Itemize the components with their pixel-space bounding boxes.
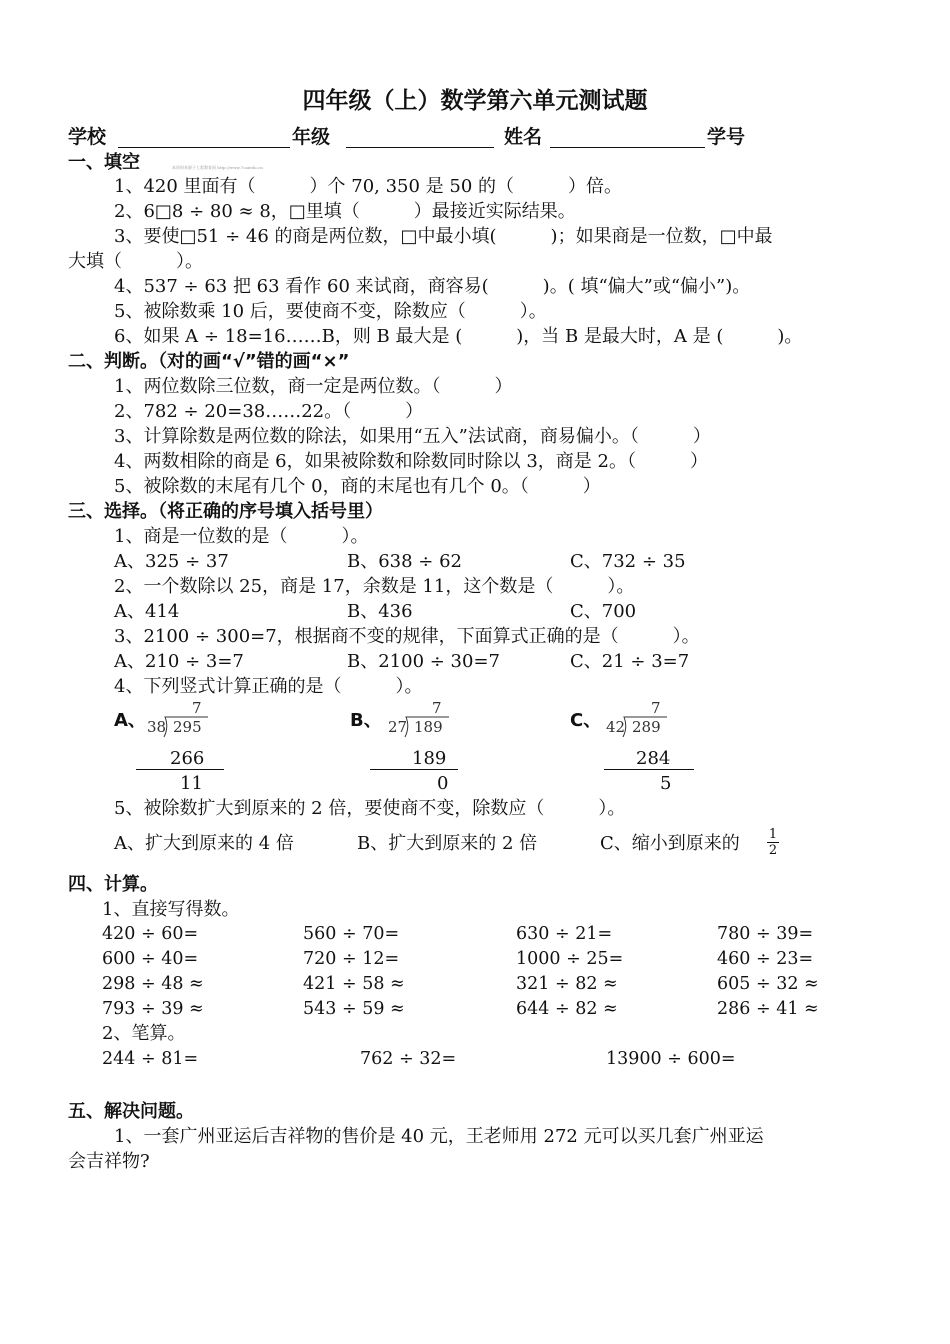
option-c-remainder: 5 <box>660 773 672 794</box>
s3-q5-option-b: B、扩大到原来的 2 倍 <box>357 833 538 854</box>
grade-label: 年级 <box>292 126 331 148</box>
s5-q1a: 1、一套广州亚运后吉祥物的售价是 40 元，王老师用 272 元可以买几套广州亚运 <box>114 1126 764 1147</box>
s2-q4: 4、两数相除的商是 6，如果被除数和除数同时除以 3，商是 2。（ ） <box>114 451 708 472</box>
section-1-title: 一、填空 <box>68 152 140 173</box>
s3-q1-option-b: B、638 ÷ 62 <box>347 551 463 572</box>
option-b-product: 189 <box>412 748 447 769</box>
calc-r4-c2: 543 ÷ 59 ≈ <box>303 999 405 1019</box>
school-label: 学校 <box>68 126 107 148</box>
option-a-label: A、 <box>114 710 146 731</box>
option-b-dividend: 189 <box>414 718 443 736</box>
s3-q2-option-a: A、414 <box>114 601 180 622</box>
written-calc-1: 244 ÷ 81= <box>102 1049 199 1069</box>
option-c-line <box>604 769 694 770</box>
s3-q3: 3、2100 ÷ 300=7，根据商不变的规律，下面算式正确的是（ ）。 <box>114 626 700 647</box>
section-5-title: 五、解决问题。 <box>68 1101 194 1122</box>
option-a-divisor: 38 <box>147 718 167 736</box>
option-a-line <box>136 769 224 770</box>
s3-q3-option-a: A、210 ÷ 3=7 <box>114 651 244 672</box>
s3-q4: 4、下列竖式计算正确的是（ ）。 <box>114 676 423 697</box>
option-c-label: C、 <box>570 710 602 731</box>
watermark: 本资料来源于七彩教育网 http://www.7caiedu.cn <box>172 165 263 170</box>
s3-q2-option-c: C、700 <box>570 601 637 622</box>
s1-q4: 4、537 ÷ 63 把 63 看作 60 来试商，商容易( )。( 填“偏大”或“偏小”)。 <box>114 276 751 297</box>
s3-q3-option-b: B、2100 ÷ 30=7 <box>347 651 500 672</box>
calc-r2-c2: 720 ÷ 12= <box>303 949 400 969</box>
calc-r1-c4: 780 ÷ 39= <box>717 924 814 944</box>
calc-r4-c4: 286 ÷ 41 ≈ <box>717 999 819 1019</box>
s5-q1b: 会吉祥物? <box>68 1151 150 1172</box>
s1-q3b: 大填（ ）。 <box>68 251 203 272</box>
s4-sub1: 1、直接写得数。 <box>102 899 240 920</box>
section-4-title: 四、计算。 <box>68 874 158 895</box>
calc-r2-c3: 1000 ÷ 25= <box>516 949 624 969</box>
s1-q5: 5、被除数乘 10 后，要使商不变，除数应（ ）。 <box>114 301 547 322</box>
option-b-remainder: 0 <box>437 773 449 794</box>
option-c-divisor: 42 <box>606 718 626 736</box>
s3-q3-option-c: C、21 ÷ 3=7 <box>570 651 690 672</box>
s2-q1: 1、两位数除三位数，商一定是两位数。（ ） <box>114 376 513 397</box>
name-label: 姓名 <box>504 126 543 148</box>
s2-q5: 5、被除数的末尾有几个 0，商的末尾也有几个 0。（ ） <box>114 476 601 497</box>
option-b-line <box>370 769 458 770</box>
option-b-divisor: 27 <box>388 718 408 736</box>
calc-r4-c1: 793 ÷ 39 ≈ <box>102 999 204 1019</box>
option-c-quotient: 7 <box>651 699 661 717</box>
s3-q1: 1、商是一位数的是（ ）。 <box>114 526 369 547</box>
s3-q5-option-c: C、缩小到原来的 <box>600 833 740 854</box>
calc-r3-c1: 298 ÷ 48 ≈ <box>102 974 204 994</box>
option-b-label: B、 <box>350 710 382 731</box>
s1-q6: 6、如果 A ÷ 18=16……B，则 B 最大是 ( )，当 B 是最大时，A 是 ( )。 <box>114 326 803 347</box>
calc-r4-c3: 644 ÷ 82 ≈ <box>516 999 618 1019</box>
s3-q5: 5、被除数扩大到原来的 2 倍，要使商不变，除数应（ ）。 <box>114 798 626 819</box>
option-a-quotient: 7 <box>192 699 202 717</box>
fraction-one-half <box>767 828 779 857</box>
written-calc-2: 762 ÷ 32= <box>360 1049 457 1069</box>
s1-q2: 2、6□8 ÷ 80 ≈ 8，□里填（ ）最接近实际结果。 <box>114 201 576 222</box>
s3-q1-option-c: C、732 ÷ 35 <box>570 551 686 572</box>
calc-r1-c2: 560 ÷ 70= <box>303 924 400 944</box>
s3-q2-option-b: B、436 <box>347 601 413 622</box>
calc-r1-c1: 420 ÷ 60= <box>102 924 199 944</box>
option-c-product: 284 <box>636 748 671 769</box>
s1-q1: 1、420 里面有（ ）个 70, 350 是 50 的（ ）倍。 <box>114 176 623 197</box>
s2-q3: 3、计算除数是两位数的除法，如果用“五入”法试商，商易偏小。（ ） <box>114 426 711 447</box>
number-label: 学号 <box>707 126 746 148</box>
calc-r3-c3: 321 ÷ 82 ≈ <box>516 974 618 994</box>
page-title: 四年级（上）数学第六单元测试题 <box>302 88 648 114</box>
calc-r2-c4: 460 ÷ 23= <box>717 949 814 969</box>
section-2-title: 二、判断。（对的画“√”错的画“×” <box>68 351 350 372</box>
calc-r3-c4: 605 ÷ 32 ≈ <box>717 974 819 994</box>
written-calc-3: 13900 ÷ 600= <box>606 1049 736 1069</box>
s2-q2: 2、782 ÷ 20=38……22。（ ） <box>114 401 424 422</box>
option-a-remainder: 11 <box>180 773 203 794</box>
section-3-title: 三、选择。（将正确的序号填入括号里） <box>68 501 383 522</box>
option-b-quotient: 7 <box>432 699 442 717</box>
name-field[interactable] <box>550 147 705 148</box>
fraction-denominator: 2 <box>768 843 778 858</box>
s1-q3a: 3、要使□51 ÷ 46 的商是两位数，□中最小填( )；如果商是一位数，□中最 <box>114 226 773 247</box>
grade-field[interactable] <box>346 147 494 148</box>
s3-q1-option-a: A、325 ÷ 37 <box>114 551 229 572</box>
option-a-dividend: 295 <box>173 718 202 736</box>
option-a-product: 266 <box>170 748 205 769</box>
calc-r2-c1: 600 ÷ 40= <box>102 949 199 969</box>
school-field[interactable] <box>118 147 290 148</box>
option-c-dividend: 289 <box>632 718 661 736</box>
calc-r1-c3: 630 ÷ 21= <box>516 924 613 944</box>
s4-sub2: 2、笔算。 <box>102 1023 186 1044</box>
s3-q2: 2、一个数除以 25，商是 17，余数是 11，这个数是（ ）。 <box>114 576 635 597</box>
fraction-numerator: 1 <box>768 827 778 842</box>
calc-r3-c2: 421 ÷ 58 ≈ <box>303 974 405 994</box>
s3-q5-option-a: A、扩大到原来的 4 倍 <box>114 833 294 854</box>
